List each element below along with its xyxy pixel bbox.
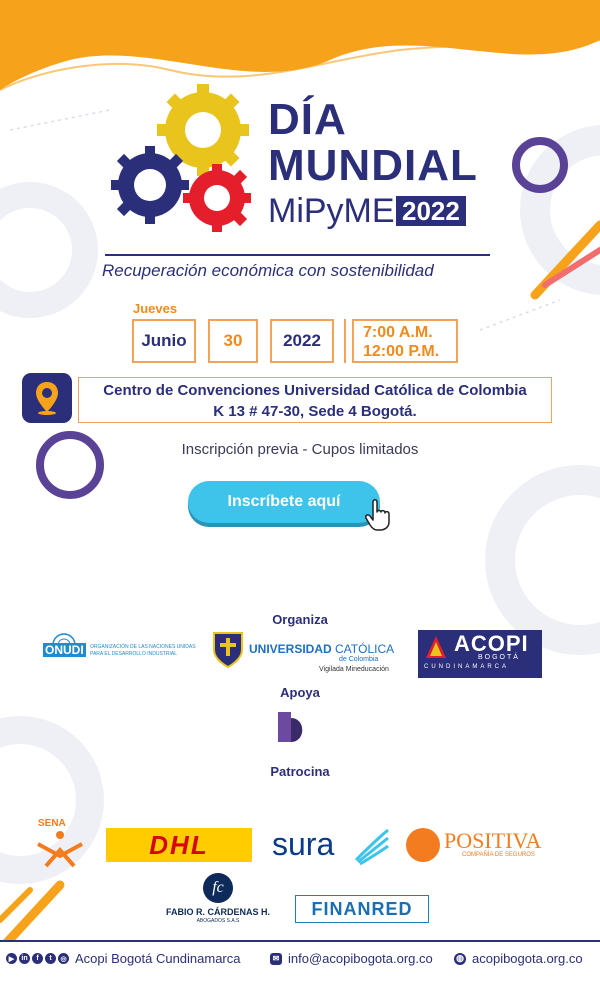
acopi-logo <box>418 630 542 678</box>
positiva-logo <box>406 826 556 866</box>
sena-name: SENA <box>38 818 66 829</box>
positiva-name: POSITIVA <box>444 828 542 853</box>
time-box <box>352 319 458 363</box>
sura-swoosh-icon <box>354 826 390 866</box>
date-month: Junio <box>132 319 196 363</box>
registration-note: Inscripción previa - Cupos limitados <box>181 441 419 458</box>
gears-logo <box>105 80 265 240</box>
footer-website-text[interactable]: acopibogota.org.co <box>472 951 583 966</box>
title-line2: MUNDIAL <box>268 141 478 190</box>
onudi-logo <box>42 632 196 666</box>
time-start: 7:00 A.M. <box>363 324 433 341</box>
footer-email-text[interactable]: info@acopibogota.org.co <box>288 951 433 966</box>
positiva-sub: COMPAÑÍA DE SEGUROS <box>462 852 535 858</box>
title-year: 2022 <box>396 196 466 226</box>
onudi-desc2: PARA EL DESARROLLO INDUSTRIAL <box>90 651 177 657</box>
linkedin-icon[interactable]: in <box>19 953 30 964</box>
fabio-emblem-icon: fc <box>203 873 233 903</box>
sura-logo <box>272 826 390 866</box>
title-divider <box>105 254 490 256</box>
fabio-logo <box>158 873 278 927</box>
event-subtitle: Recuperación económica con sostenibilidad <box>102 261 434 280</box>
acopi-name: ACOPI <box>454 631 529 656</box>
fabio-sub: ABOGADOS S.A.S <box>196 918 240 924</box>
ucatolica-logo <box>211 630 401 676</box>
onudi-desc1: ORGANIZACIÓN DE LAS NACIONES UNIDAS <box>90 644 196 650</box>
dhl-logo <box>106 828 252 862</box>
instagram-icon[interactable]: ◎ <box>58 953 69 964</box>
facebook-icon[interactable]: f <box>32 953 43 964</box>
finanred-logo <box>295 895 429 923</box>
footer-email <box>270 951 433 966</box>
globe-icon: ◍ <box>454 953 466 965</box>
onudi-name: ONUDI <box>45 643 84 657</box>
date-weekday: Jueves <box>133 301 178 316</box>
acopi-city: BOGOTÁ <box>478 654 520 661</box>
organiza-heading: Organiza <box>272 612 328 627</box>
dhl-name: DHL <box>149 829 209 860</box>
supporter-logo-icon <box>278 712 308 748</box>
fabio-name: FABIO R. CÁRDENAS H. <box>165 907 270 917</box>
red-gear-icon <box>183 164 251 232</box>
ucatolica-name2: CATÓLICA <box>335 642 395 656</box>
date-separator <box>344 319 346 363</box>
youtube-icon[interactable]: ▶ <box>6 953 17 964</box>
date-year: 2022 <box>270 319 334 363</box>
sena-figure-icon <box>32 830 88 868</box>
title-brand: MiPyME <box>268 192 395 230</box>
navy-gear-icon <box>111 146 189 224</box>
hand-cursor-icon <box>364 498 394 532</box>
time-end: 12:00 P.M. <box>363 343 440 360</box>
sena-logo <box>32 818 88 868</box>
shield-icon <box>211 630 245 670</box>
title-line1: DÍA <box>268 95 347 144</box>
finanred-name: FINANRED <box>311 898 413 919</box>
ucatolica-sub: de Colombia <box>339 656 379 663</box>
register-button[interactable]: Inscríbete aquí <box>188 481 380 523</box>
footer-social-name[interactable]: Acopi Bogotá Cundinamarca <box>75 951 241 966</box>
positiva-emblem-icon <box>406 828 440 862</box>
venue-line1: Centro de Convenciones Universidad Católica de Colombia <box>103 382 527 399</box>
twitter-icon[interactable]: t <box>45 953 56 964</box>
patrocina-heading: Patrocina <box>270 764 330 779</box>
social-icons <box>6 953 69 964</box>
apoya-heading: Apoya <box>280 685 320 700</box>
acopi-region: CUNDINAMARCA <box>424 664 510 670</box>
footer-social <box>6 951 241 966</box>
email-icon: ✉ <box>270 953 282 965</box>
date-day: 30 <box>208 319 258 363</box>
sura-name: sura <box>272 826 335 862</box>
footer-website <box>454 951 583 966</box>
ucatolica-name: UNIVERSIDAD <box>249 642 332 656</box>
venue-line2: K 13 # 47-30, Sede 4 Bogotá. <box>213 403 417 420</box>
location-pin-icon <box>22 373 72 423</box>
acopi-emblem-icon <box>422 634 450 662</box>
ucatolica-note: Vigilada Mineducación <box>319 666 389 673</box>
